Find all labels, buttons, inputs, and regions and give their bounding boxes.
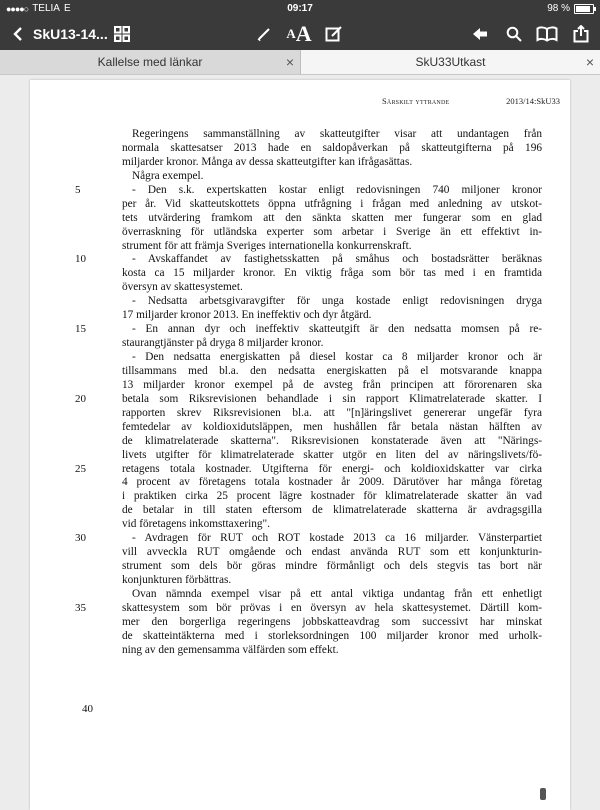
network-type: E (63, 3, 71, 14)
back-button[interactable] (4, 18, 32, 50)
share-icon (573, 25, 589, 43)
text-line (122, 240, 542, 254)
grid-icon (114, 26, 130, 42)
scrollbar[interactable] (540, 788, 546, 800)
text-line (122, 351, 542, 365)
header-section: Särskilt yttrande (382, 96, 450, 106)
signal-strength-icon: ●●●●○ (6, 3, 29, 14)
toolbar (0, 18, 600, 50)
battery-icon (574, 4, 594, 14)
line-text: de betalar in till staten eftersom de klimatrelaterade skatterna är avdragsgilla (122, 504, 542, 517)
font-size-large-label: A (295, 21, 312, 46)
text-line (122, 588, 542, 602)
line-text: - En annan dyr och ineffektiv skatteutgift är den nedsatta momsen på re- (132, 323, 542, 336)
line-text: konjunkturen förbättras. (122, 574, 232, 586)
pen-icon (256, 26, 272, 42)
text-line (75, 323, 542, 337)
header-reference: 2013/14:SkU33 (506, 96, 560, 106)
document-title[interactable]: SkU13-14... (33, 26, 108, 42)
text-line (122, 337, 542, 351)
line-text: - Den s.k. expertskatten kostar enligt redovisningen 740 miljoner kronor (132, 183, 542, 196)
text-line (122, 226, 542, 240)
text-line (122, 267, 542, 281)
line-number: 5 (75, 183, 81, 196)
line-text: översyn av skattesystemet. (122, 281, 243, 294)
line-text: retagens totala kostnader. Utgifterna för energi- och koldioxidskatter var cirka (122, 462, 542, 475)
text-line (122, 449, 542, 463)
line-text: femtedelar av koldioxidutsläppen, men hushållen får betala nästan hälften av (122, 420, 542, 433)
line-number: 25 (75, 462, 86, 475)
text-line (122, 616, 542, 630)
text-line (122, 518, 542, 532)
line-text: tillsammans med bl.a. den nedsatta energiskatten på el motsvarande knappa (122, 364, 542, 377)
font-size-button[interactable] (284, 18, 314, 50)
line-text: överraskning för utländska experter som arbetar i Sverige än ett effektivt in- (122, 225, 542, 238)
line-text: mer den borgerliga regeringens jobbskatteavdrag som successivt har minskat (122, 615, 542, 628)
text-line (122, 560, 542, 574)
line-text: Regeringens sammanställning av skatteutgifter visar att undantagen från (132, 128, 542, 140)
line-text: livets utgifter för klimatrelaterade skatter utgör en liten del av näringslivets/fö- (122, 448, 542, 461)
text-line (75, 392, 542, 407)
line-number: 35 (75, 601, 86, 614)
line-text: tets utvärdering framkom att den sänkta skatten mer fungerar som en glad (122, 211, 542, 224)
status-bar (0, 0, 600, 18)
line-text: - Den nedsatta energiskatten på diesel kostar ca 8 miljarder kronor och är (132, 351, 542, 363)
line-text: ning av den gemensamma välfärden som effekt. (122, 643, 339, 656)
previous-button[interactable] (468, 18, 492, 50)
line-number: 20 (75, 392, 86, 405)
line-text: strument för att främja Sveriges internationella konkurrenskraft. (122, 239, 412, 252)
line-number: 10 (75, 253, 86, 266)
line-number: 15 (75, 323, 86, 336)
carrier-name: TELIA (32, 3, 60, 14)
line-text: staurangtjänster på dryga 8 miljarder kronor. (122, 337, 324, 350)
text-line (122, 142, 542, 156)
clock: 09:17 (287, 3, 313, 14)
line-text: rapporten skrev Riksrevisionen bl.a. att "[n]äringslivet genererar ungefär fyra (122, 406, 542, 419)
line-text: Ovan nämnda exempel visar på ett antal viktiga undantag från ett enhetligt (132, 587, 542, 600)
line-text: - Avdragen för RUT och ROT kostade 2013 ca 16 miljarder. Vänsterpartiet (132, 532, 542, 545)
text-line (75, 462, 542, 477)
text-line (122, 476, 542, 490)
line-text: de klimatrelaterade skatterna". Riksrevisionen konstaterade även att "Närings- (122, 434, 542, 447)
line-text: strument som dels bör göras mindre förmånligt och dels stegvis tas bort när (122, 560, 542, 573)
text-line (122, 504, 542, 518)
text-line (122, 156, 542, 170)
line-text: - Nedsatta arbetsgivaravgifter för unga kostade enligt redovisningen dryga (132, 295, 542, 308)
edit-icon (325, 25, 343, 43)
text-line (122, 379, 542, 393)
chevron-left-icon (12, 26, 24, 42)
line-text: 13 miljarder kronor exempel på de avsteg från principen att förorenaren ska (122, 378, 542, 391)
line-text: Några exempel. (132, 169, 204, 182)
text-line (122, 198, 542, 212)
text-line (122, 295, 542, 309)
text-line (122, 170, 542, 184)
page-header (30, 96, 570, 108)
line-number: 30 (75, 532, 86, 545)
line-text: vill avveckla RUT omgående och endast använda RUT som ett konjunkturin- (122, 546, 542, 559)
arrow-left-icon (472, 27, 488, 41)
text-line (122, 407, 542, 421)
tab-label: Kallelse med länkar (97, 55, 203, 69)
line-text: normala skattesatser 2013 hade en saldopåverkan på skatteutgifterna på 196 (122, 141, 542, 154)
line-text: per år. Vid skatteutskottets öppna utfrågning i frågan med anledning av utskot- (122, 197, 542, 210)
text-line (122, 365, 542, 379)
text-line (122, 546, 542, 560)
line-number: 40 (82, 703, 93, 715)
book-icon (536, 26, 558, 42)
battery-info (547, 3, 594, 14)
text-line (122, 128, 542, 142)
line-text: - Avskaffandet av fastighetsskatten på småhus och bostadsrätter beräknas (132, 253, 542, 266)
text-line (122, 574, 542, 588)
line-text: vid företagens inkomsttaxering". (122, 518, 270, 531)
share-button[interactable] (570, 18, 592, 50)
text-line (122, 490, 542, 504)
text-line (122, 644, 542, 658)
line-text: kosta ca 15 miljarder kronor. En viktig fråga som bör tas med i en framtida (122, 267, 542, 280)
text-line (122, 421, 542, 435)
text-line (75, 253, 542, 267)
close-icon[interactable]: × (285, 54, 294, 70)
battery-percent: 98 % (547, 3, 570, 14)
line-text: 4 procent av företagens totala kostnader år 2009. Därutöver har många företag (122, 476, 542, 489)
tab-kallelse[interactable] (0, 50, 301, 74)
close-icon[interactable]: × (585, 54, 594, 70)
tab-bar (0, 50, 600, 75)
bookmarks-button[interactable] (532, 18, 562, 50)
line-text: de skatteintäkterna med i storleksordningen 100 miljarder kronor med urholk- (122, 629, 542, 642)
text-line (122, 281, 542, 295)
line-text: 17 miljarder kronor 2013. En ineffektiv och dyr åtgärd. (122, 309, 372, 322)
text-line (122, 309, 542, 323)
annotate-button[interactable] (252, 18, 276, 50)
text-line (75, 532, 542, 546)
line-text: miljarder kronor. Många av dessa skatteutgifter kan ifrågasättas. (122, 155, 413, 168)
line-text: betala som Riksrevisionen behandlade i sin rapport Klimatrelaterade skatter. I (122, 392, 542, 405)
line-text: skattesystem som bör prövas i en översyn av hela skattesystemet. Därtill kom- (122, 601, 542, 614)
text-line (75, 183, 542, 198)
edit-button[interactable] (322, 18, 346, 50)
text-line (122, 435, 542, 449)
tab-sku33utkast[interactable] (301, 50, 600, 74)
search-button[interactable] (502, 18, 526, 50)
tab-label: SkU33Utkast (415, 55, 486, 69)
document-body (75, 128, 542, 658)
font-size-small-label: A (286, 26, 296, 41)
search-icon (506, 26, 522, 42)
document-page (30, 80, 570, 810)
thumbnails-button[interactable] (110, 18, 134, 50)
text-line (122, 212, 542, 226)
text-line (75, 601, 542, 616)
line-text: i praktiken cirka 25 procent lägre kostnader för klimatrelaterade skatter än vad (122, 490, 542, 503)
text-line (122, 630, 542, 644)
